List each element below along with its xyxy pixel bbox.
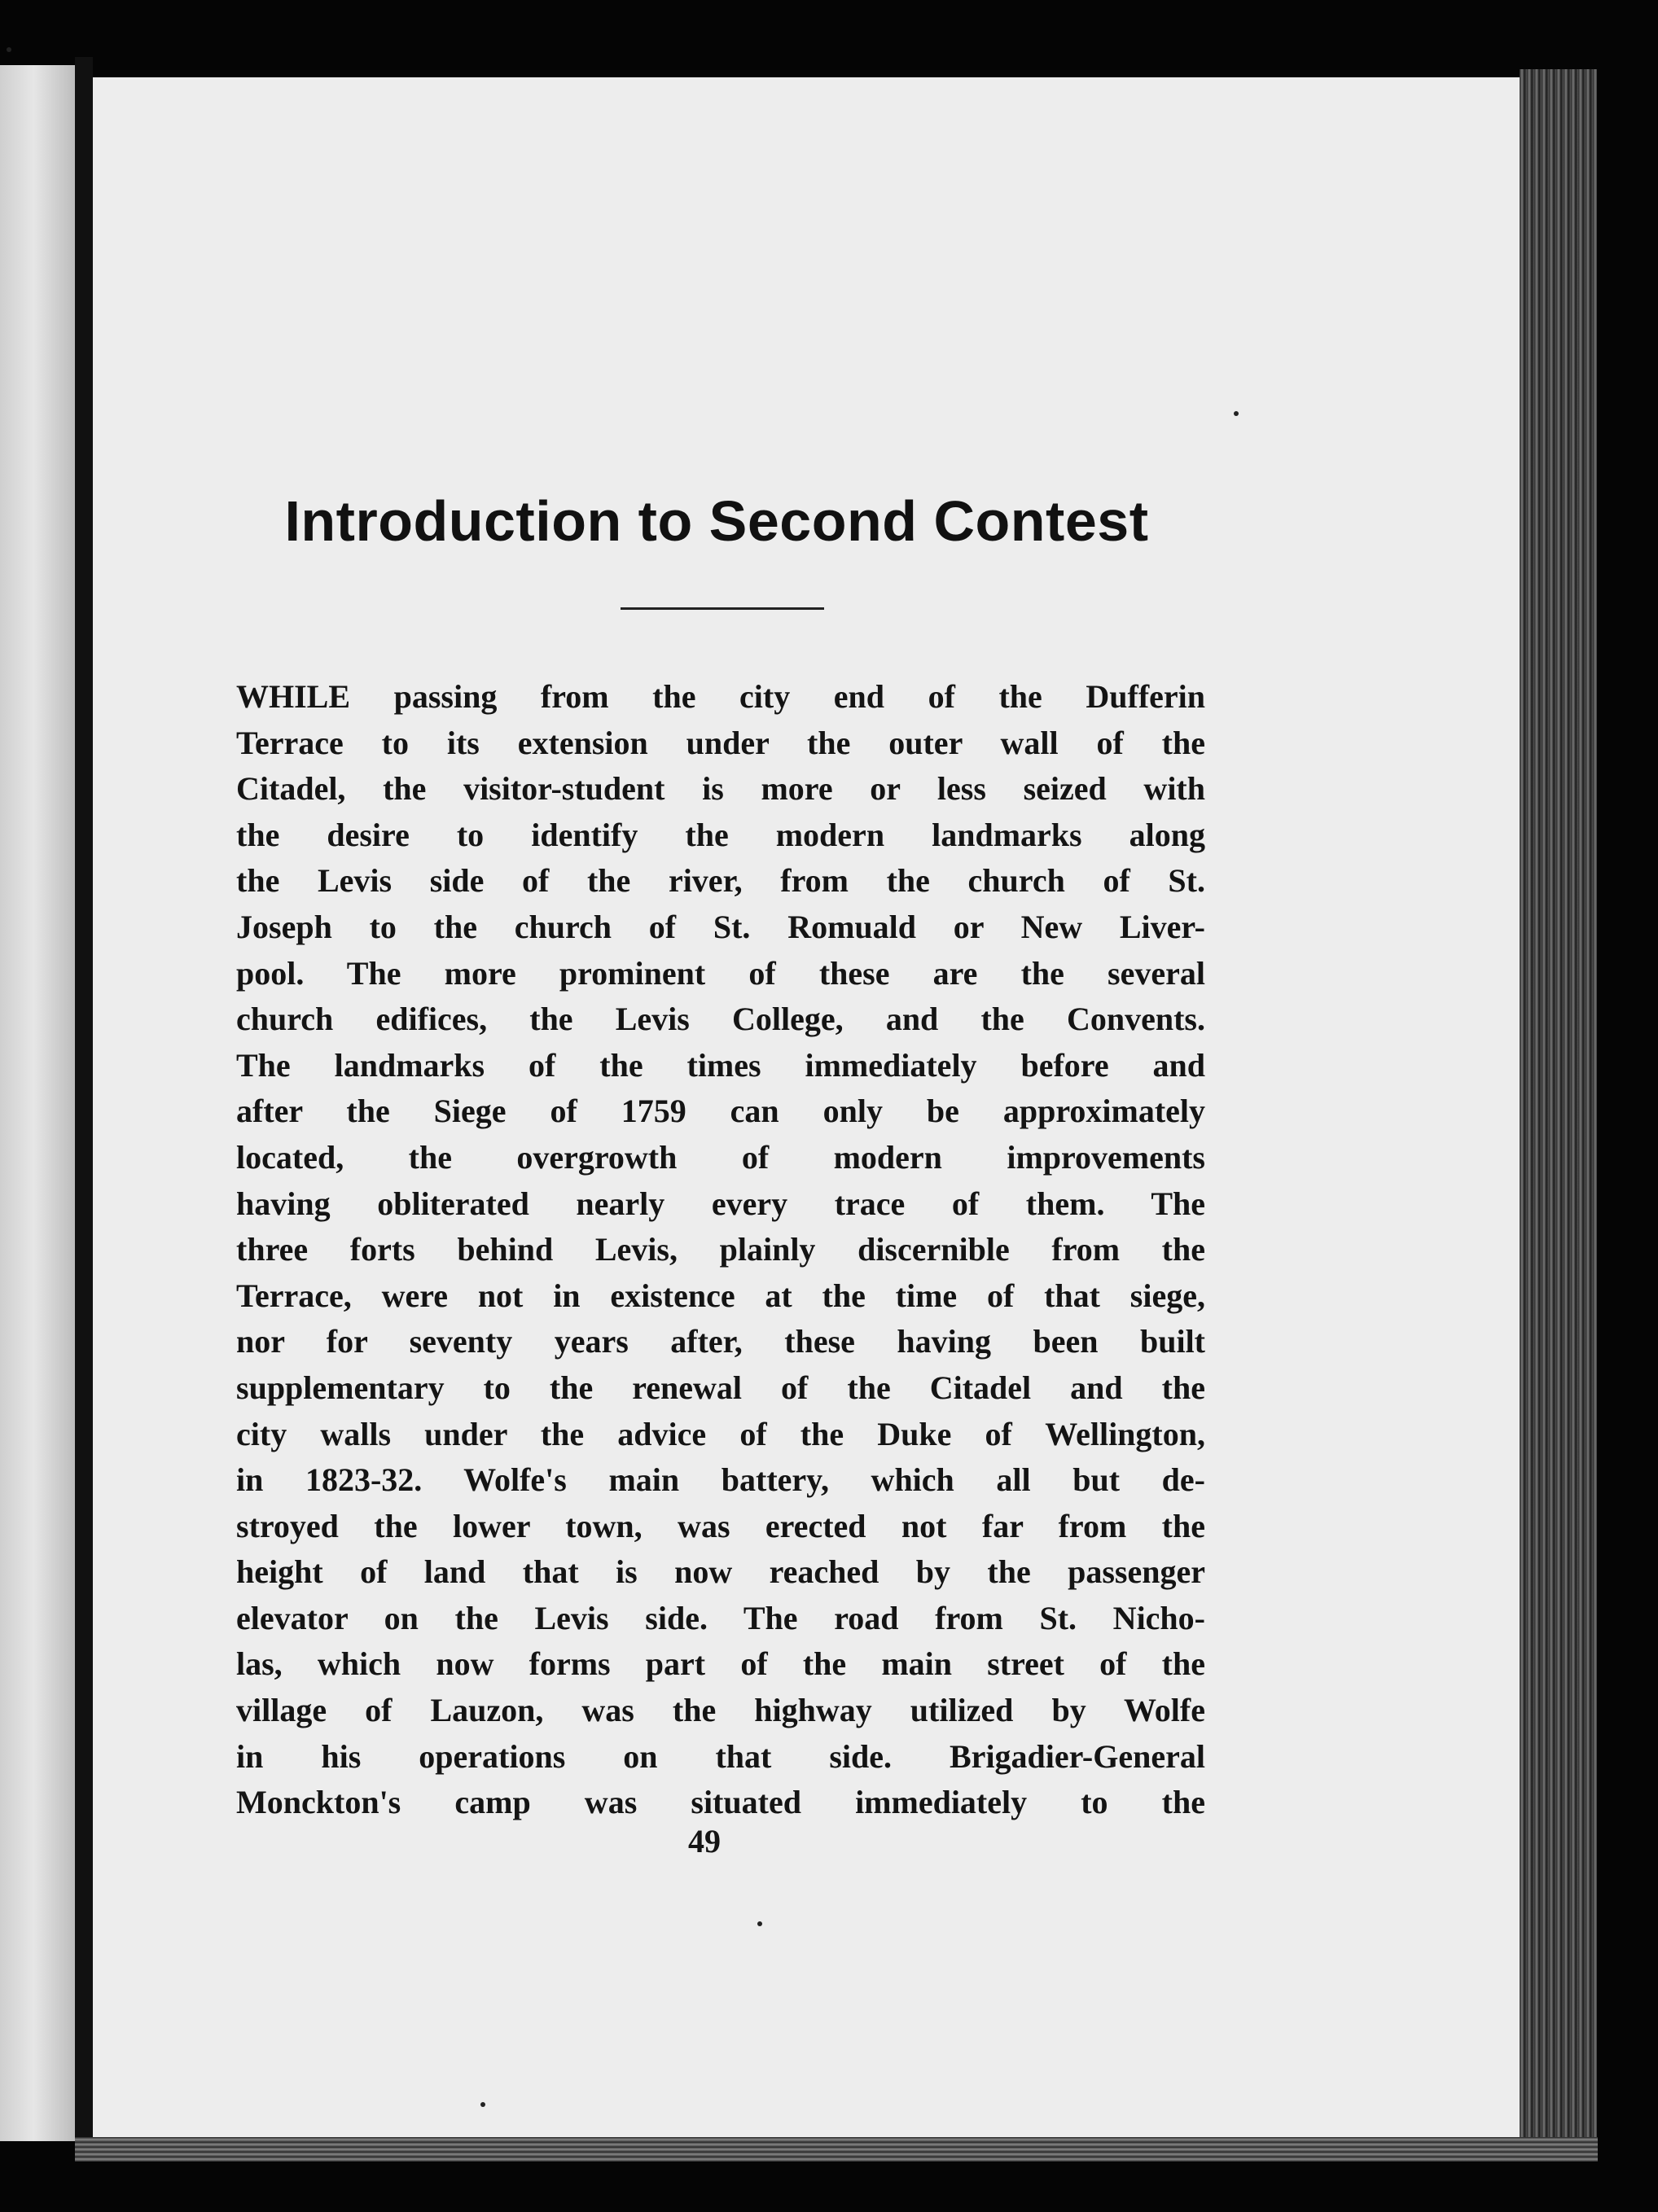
text-line: city walls under the advice of the Duke of Wellington,	[236, 1415, 1205, 1452]
text-line: las, which now forms part of the main street of the	[236, 1645, 1205, 1683]
text-line: Citadel, the visitor-student is more or less seized with	[236, 770, 1205, 808]
scan-speck	[757, 1921, 762, 1926]
text-line: The landmarks of the times immediately before and	[236, 1046, 1205, 1084]
text-line: the desire to identify the modern landmarks along	[236, 816, 1205, 853]
text-line: having obliterated nearly every trace of them. The	[236, 1185, 1205, 1222]
text-line: pool. The more prominent of these are the several	[236, 954, 1205, 992]
text-line: nor for seventy years after, these having been built	[236, 1323, 1205, 1360]
text-line: stroyed the lower town, was erected not far from the	[236, 1507, 1205, 1544]
text-line: after the Siege of 1759 can only be approximately	[236, 1093, 1205, 1130]
body-text	[236, 674, 1205, 1826]
text-line: WHILE passing from the city end of the Dufferin	[236, 678, 1205, 715]
text-line: village of Lauzon, was the highway utilized by Wolfe	[236, 1692, 1205, 1729]
book-binding	[75, 57, 93, 2149]
text-line: Terrace, were not in existence at the time of that siege,	[236, 1277, 1205, 1314]
text-line: in 1823-32. Wolfe's main battery, which all but de-	[236, 1461, 1205, 1499]
text-line: supplementary to the renewal of the Citadel and the	[236, 1369, 1205, 1406]
scan-speck	[480, 2102, 485, 2107]
right-page-edges	[1520, 69, 1597, 2153]
page-number: 49	[688, 1823, 721, 1859]
left-page-edge	[0, 65, 75, 2141]
page-title: Introduction to Second Contest	[284, 489, 1149, 553]
text-line: three forts behind Levis, plainly discernible from the	[236, 1231, 1205, 1268]
text-line: Monckton's camp was situated immediately to the	[236, 1784, 1205, 1821]
text-line: elevator on the Levis side. The road from St. Nicho-	[236, 1599, 1205, 1636]
title-divider	[621, 607, 824, 610]
text-line: Terrace to its extension under the outer wall of the	[236, 724, 1205, 761]
text-line: height of land that is now reached by the passenger	[236, 1553, 1205, 1591]
text-line: church edifices, the Levis College, and the Convents.	[236, 1001, 1205, 1038]
text-line: in his operations on that side. Brigadier-General	[236, 1737, 1205, 1775]
text-line: the Levis side of the river, from the church of St.	[236, 862, 1205, 900]
text-line: located, the overgrowth of modern improvements	[236, 1138, 1205, 1176]
scan-speck	[1234, 411, 1239, 416]
text-line: Joseph to the church of St. Romuald or New Liver-	[236, 908, 1205, 945]
bottom-page-edges	[75, 2137, 1598, 2162]
scan-speck	[7, 47, 11, 52]
